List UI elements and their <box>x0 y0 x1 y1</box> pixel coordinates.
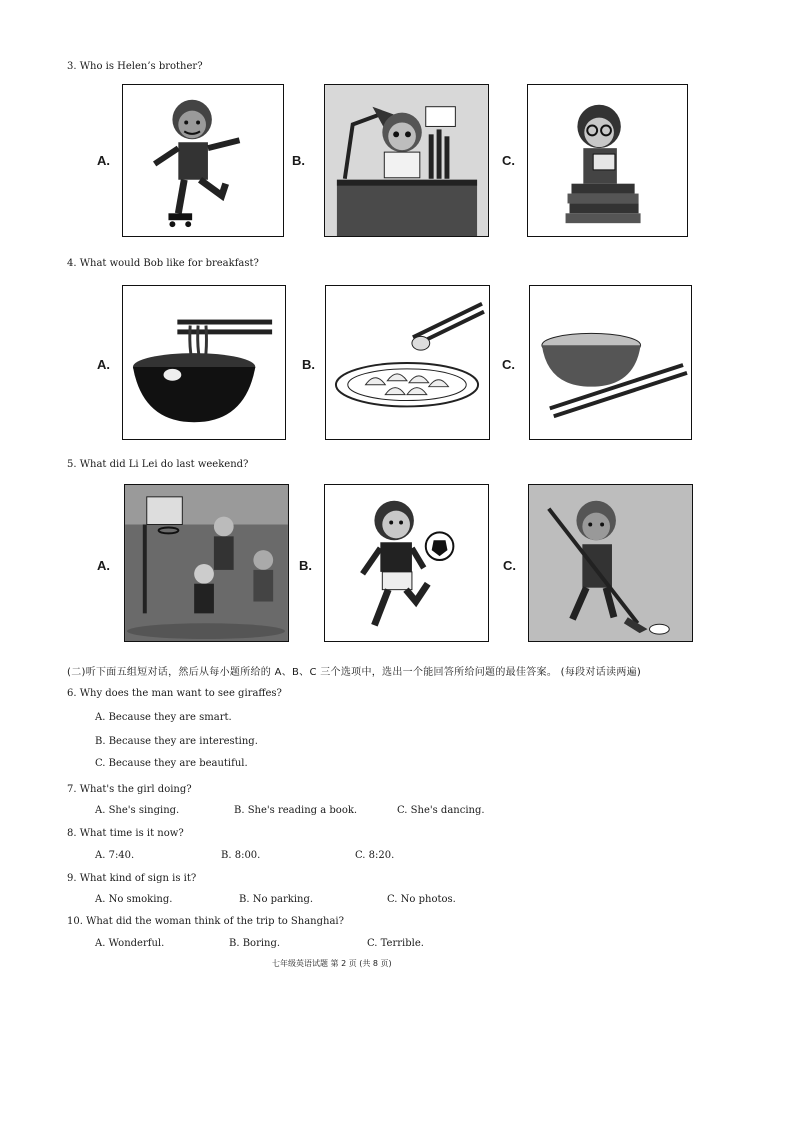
choice-letter-c: C. <box>503 558 516 573</box>
option-c[interactable]: C. She's dancing. <box>397 805 485 816</box>
question-7: 7. What's the girl doing? <box>67 784 192 795</box>
rice-bowl-chopsticks-icon[interactable] <box>529 285 692 440</box>
option-a[interactable]: A. Wonderful. <box>95 938 165 949</box>
choice-letter-a: A. <box>97 357 110 372</box>
option-b[interactable]: B. She's reading a book. <box>234 805 358 816</box>
option-b[interactable]: B. No parking. <box>239 894 314 905</box>
question-5: 5. What did Li Lei do last weekend? <box>67 459 249 470</box>
question-9: 9. What kind of sign is it? <box>67 873 197 884</box>
boy-soccer-icon[interactable] <box>324 484 489 642</box>
question-10: 10. What did the woman think of the trip to Shanghai? <box>67 916 344 927</box>
choice-letter-a: A. <box>97 558 110 573</box>
choice-letter-a: A. <box>97 153 110 168</box>
option-c[interactable]: C. Terrible. <box>367 938 424 949</box>
option-a[interactable]: A. Because they are smart. <box>95 712 232 723</box>
question-8: 8. What time is it now? <box>67 828 184 839</box>
option-a[interactable]: A. She's singing. <box>95 805 180 816</box>
option-b[interactable]: B. Boring. <box>229 938 281 949</box>
dumplings-plate-icon[interactable] <box>325 285 490 440</box>
boy-reading-glasses-icon[interactable] <box>527 84 688 237</box>
choice-letter-c: C. <box>502 153 515 168</box>
page-footer: 七年级英语试题 第 2 页 (共 8 页) <box>272 959 392 968</box>
choice-letter-c: C. <box>502 357 515 372</box>
basketball-game-icon[interactable] <box>124 484 289 642</box>
noodles-bowl-icon[interactable] <box>122 285 286 440</box>
option-c[interactable]: C. Because they are beautiful. <box>95 758 248 769</box>
question-4: 4. What would Bob like for breakfast? <box>67 258 259 269</box>
option-a[interactable]: A. No smoking. <box>95 894 173 905</box>
option-b[interactable]: B. 8:00. <box>221 850 261 861</box>
roller-skating-boy-icon[interactable] <box>122 84 284 237</box>
choice-letter-b: B. <box>302 357 315 372</box>
choice-letter-b: B. <box>292 153 305 168</box>
section-instructions: (二)听下面五组短对话，然后从每小题所给的 A、B、C 三个选项中，选出一个能回答所给问题的最佳答案。 (每段对话读两遍) <box>67 667 642 678</box>
student-at-desk-icon[interactable] <box>324 84 489 237</box>
option-c[interactable]: C. No photos. <box>387 894 456 905</box>
option-c[interactable]: C. 8:20. <box>355 850 395 861</box>
question-6: 6. Why does the man want to see giraffes? <box>67 688 282 699</box>
option-b[interactable]: B. Because they are interesting. <box>95 736 258 747</box>
boy-sweeping-icon[interactable] <box>528 484 693 642</box>
question-3: 3. Who is Helen’s brother? <box>67 61 203 72</box>
choice-letter-b: B. <box>299 558 312 573</box>
option-a[interactable]: A. 7:40. <box>95 850 135 861</box>
